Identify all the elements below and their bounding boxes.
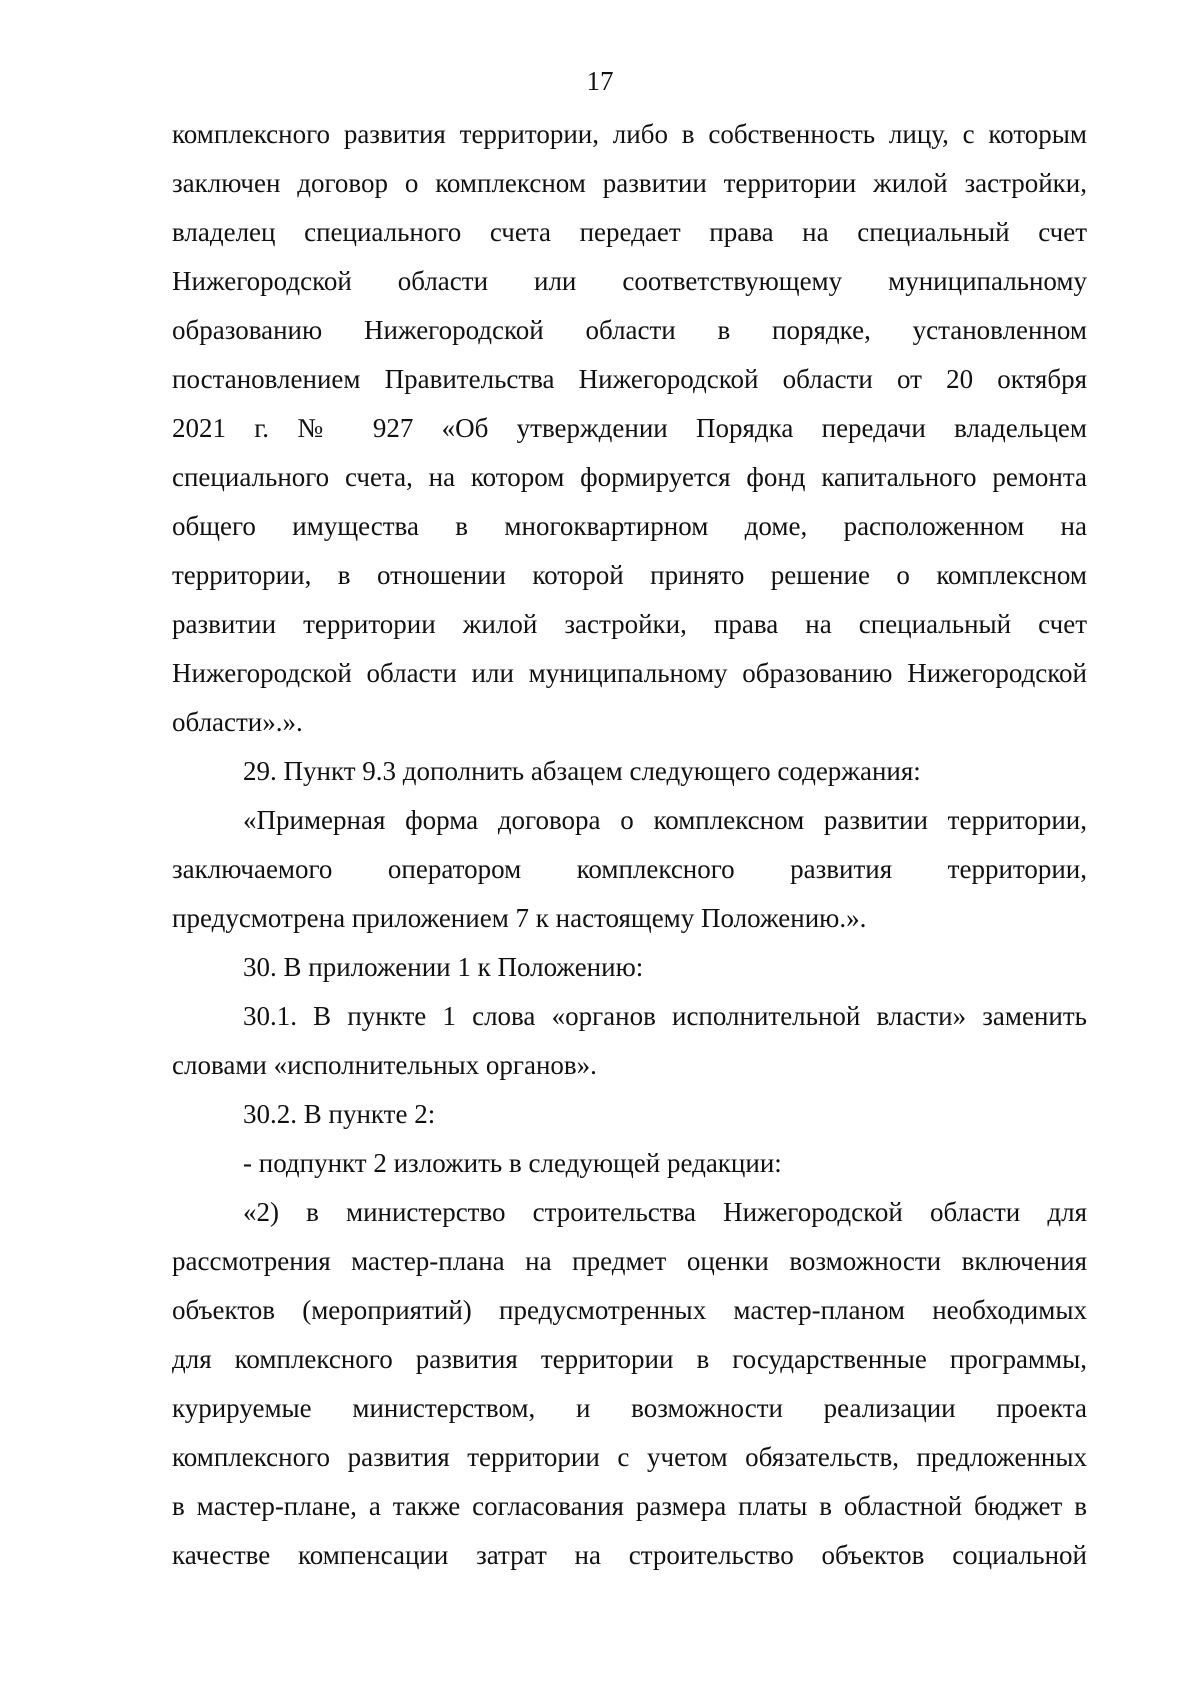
paragraph: [172, 992, 1087, 1090]
text-line: качестве компенсации затрат на строительство объектов социальной: [172, 1540, 1087, 1570]
text-line: рассмотрения мастер-плана на предмет оценки возможности включения: [172, 1246, 1087, 1276]
text-line: курируемые министерством, и возможности реализации проекта: [172, 1393, 1087, 1423]
paragraph: [172, 747, 1087, 796]
text-line: области».».: [172, 707, 303, 737]
text-line: образованию Нижегородской области в порядке, установленном: [172, 315, 1087, 345]
text-line: комплексного развития территории с учетом обязательств, предложенных: [172, 1442, 1087, 1472]
paragraph: [172, 1090, 1087, 1139]
text-line: Нижегородской области или соответствующему муниципальному: [172, 266, 1087, 296]
continuation-paragraph: [172, 110, 1087, 747]
text-line: территории, в отношении которой принято решение о комплексном: [172, 560, 1087, 590]
text-line: предусмотрена приложением 7 к настоящему Положению.».: [172, 903, 867, 933]
text-line: - подпункт 2 изложить в следующей редакции:: [243, 1148, 782, 1178]
text-line: Нижегородской области или муниципальному образованию Нижегородской: [172, 658, 1087, 688]
text-line: владелец специального счета передает права на специальный счет: [172, 217, 1087, 247]
paragraph: [172, 943, 1087, 992]
page-number: 17: [586, 66, 614, 96]
text-line: 29. Пункт 9.3 дополнить абзацем следующего содержания:: [243, 756, 921, 786]
paragraph: [172, 796, 1087, 943]
text-line: для комплексного развития территории в государственные программы,: [172, 1344, 1087, 1374]
text-line: «2) в министерство строительства Нижегородской области для: [243, 1197, 1087, 1227]
text-line: 30. В приложении 1 к Положению:: [243, 952, 644, 982]
text-line: 2021 г. № 927 «Об утверждении Порядка передачи владельцем: [172, 413, 1087, 443]
text-line: в мастер-плане, а также согласования размера платы в областной бюджет в: [172, 1491, 1087, 1521]
text-line: комплексного развития территории, либо в собственность лицу, с которым: [172, 119, 1087, 149]
text-line: заключен договор о комплексном развитии территории жилой застройки,: [172, 168, 1087, 198]
paragraph: [172, 1139, 1087, 1188]
text-line: развитии территории жилой застройки, права на специальный счет: [172, 609, 1087, 639]
text-line: специального счета, на котором формируется фонд капитального ремонта: [172, 462, 1087, 492]
text-line: «Примерная форма договора о комплексном развитии территории,: [243, 805, 1087, 835]
paragraph: [172, 1188, 1087, 1580]
text-line: заключаемого оператором комплексного развития территории,: [172, 854, 1087, 884]
text-line: общего имущества в многоквартирном доме, расположенном на: [172, 511, 1087, 541]
text-line: объектов (мероприятий) предусмотренных мастер-планом необходимых: [172, 1295, 1087, 1325]
text-line: 30.1. В пункте 1 слова «органов исполнительной власти» заменить: [243, 1001, 1087, 1031]
document-body: [172, 110, 1087, 1580]
text-line: 30.2. В пункте 2:: [243, 1099, 436, 1129]
text-line: словами «исполнительных органов».: [172, 1050, 597, 1080]
text-line: постановлением Правительства Нижегородской области от 20 октября: [172, 364, 1087, 394]
